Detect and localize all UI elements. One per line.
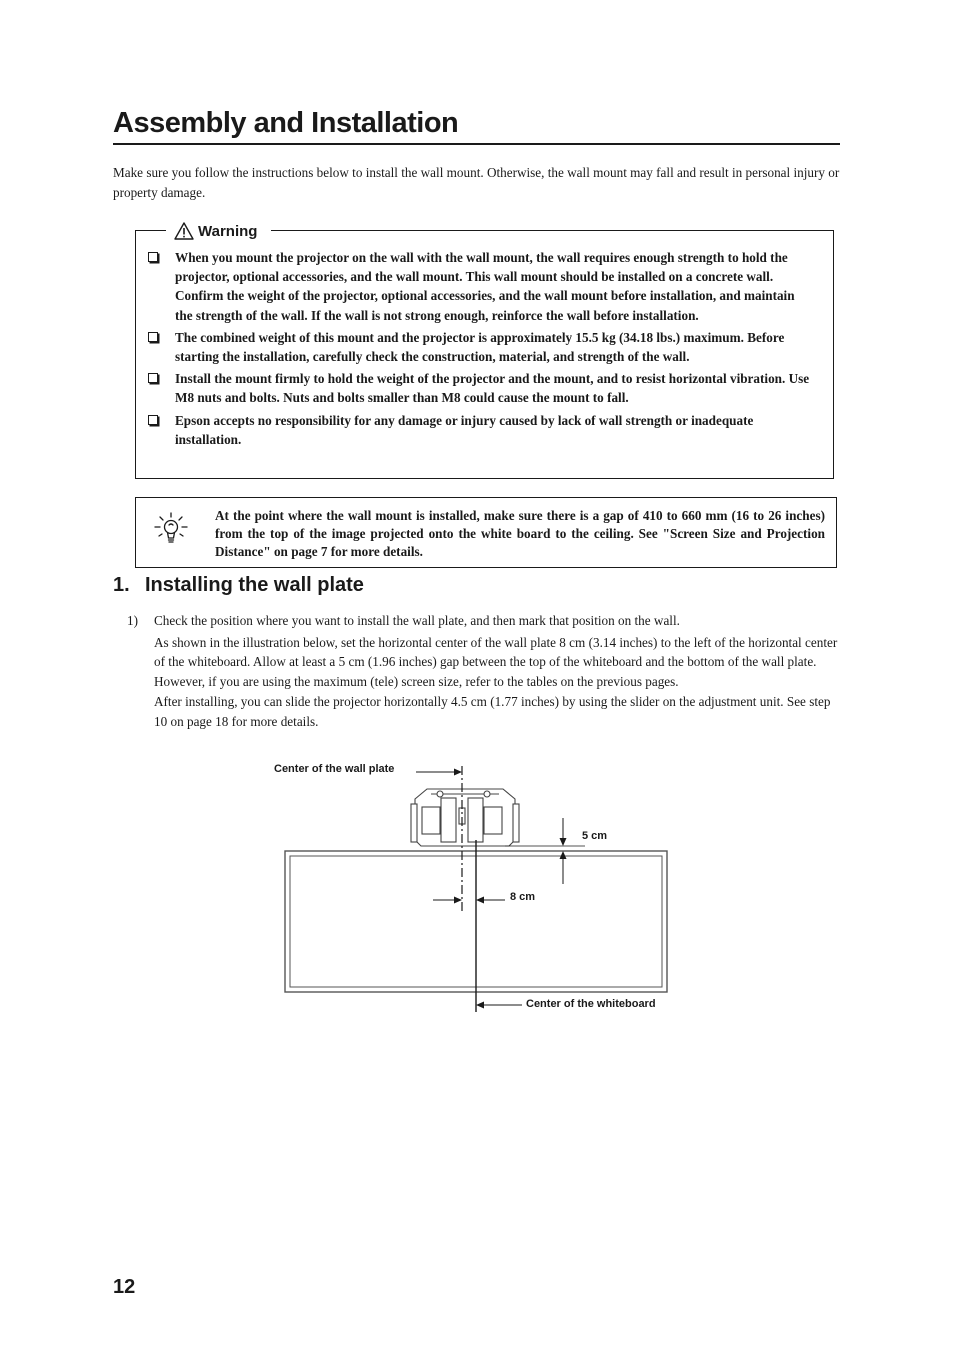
warning-item-text: When you mount the projector on the wall with the wall mount, the wall requires enough strength to hold the projector, optional accessories, and the wall mount. This wall mount should be installed on a concrete wall. Confirm the weight of the projector, optional accessories, and the wall mount before installation, and maintain the strength of the wall. If the wall is not strong enough, reinforce the wall before installation.: [175, 250, 795, 323]
installation-diagram: [265, 758, 685, 1020]
section-number: 1.: [113, 574, 130, 596]
tip-box: [135, 497, 837, 568]
checkbox-bullet-icon: [148, 332, 158, 342]
warning-item: [148, 411, 813, 449]
step-paragraph: After installing, you can slide the projector horizontally 4.5 cm (1.77 inches) by using the slider on the adjustment unit. See step 10 on page 18 for more details.: [154, 694, 831, 729]
warning-list: [148, 248, 813, 452]
warning-triangle-icon: [174, 222, 194, 240]
step-paragraph: As shown in the illustration below, set the horizontal center of the wall plate 8 cm (3.14 inches) to the left of the horizontal center of the whiteboard. Allow at least a 5 cm (1.96 inches) gap between the top of the whiteboard and the bottom of the wall plate. However, if you are using the maximum (tele) screen size, refer to the tables on the previous pages.: [154, 634, 838, 689]
lightbulb-icon: [150, 510, 190, 550]
intro-text: Make sure you follow the instructions below to install the wall mount. Otherwise, the wall mount may fall and result in personal injury or property damage.: [113, 165, 840, 200]
warning-box: [135, 222, 834, 479]
label-gap: 5 cm: [582, 830, 608, 842]
warning-item-text: Epson accepts no responsibility for any damage or injury caused by lack of wall strength or inadequate installation.: [175, 412, 754, 447]
warning-item: [148, 248, 813, 325]
section-heading: [113, 574, 364, 597]
page-title: Assembly and Installation: [113, 104, 840, 145]
warning-label: Warning: [198, 222, 258, 240]
warning-item: [148, 369, 813, 407]
tip-text: At the point where the wall mount is installed, make sure there is a gap of 410 to 660 mm (16 to 26 inches) from the top of the image projected onto the white board to the ceiling. See "Screen Size and Projection Distance" on page 7 for more details.: [215, 508, 825, 559]
warning-header: [166, 222, 271, 240]
step-number: 1): [127, 613, 138, 628]
step-body: [154, 611, 844, 732]
checkbox-bullet-icon: [148, 373, 158, 383]
warning-item-text: The combined weight of this mount and the projector is approximately 15.5 kg (34.18 lbs.) maximum. Before starting the installation, carefully check the construction, material, and strength of the wall.: [175, 329, 785, 365]
checkbox-bullet-icon: [148, 415, 158, 425]
warning-item: [148, 328, 813, 366]
step-lead: Check the position where you want to install the wall plate, and then mark that position on the wall.: [154, 613, 680, 628]
diagram-drawing: [265, 758, 685, 1020]
wall-plate: [411, 789, 519, 846]
label-offset: 8 cm: [510, 891, 536, 903]
checkbox-bullet-icon: [148, 252, 158, 262]
page-number: 12: [113, 1276, 136, 1298]
warning-item-text: Install the mount firmly to hold the weight of the projector and the mount, and to resist horizontal vibration. Use M8 nuts and bolts. Nuts and bolts smaller than M8 could cause the mount to fall.: [175, 371, 810, 406]
label-wall-plate-center: Center of the wall plate: [274, 763, 395, 775]
label-whiteboard-center: Center of the whiteboard: [526, 998, 656, 1010]
section-title: Installing the wall plate: [145, 574, 364, 596]
